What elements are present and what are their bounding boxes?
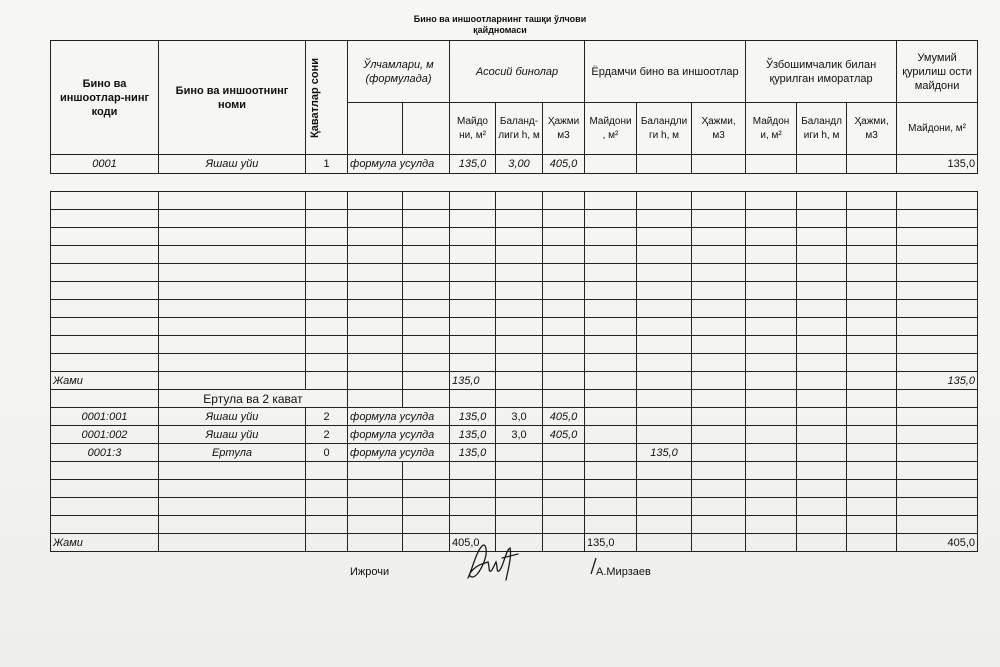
header-aux-area: Майдони , м²: [585, 103, 637, 155]
header-dims-a: [348, 103, 403, 155]
cell-name: Яшаш уйи: [159, 155, 306, 174]
cell-formula: формула усулда: [348, 408, 450, 426]
empty-row: [51, 462, 978, 480]
cell-main-height: 3,0: [496, 426, 543, 444]
table-row: [51, 426, 978, 444]
cell-total: 135,0: [897, 155, 978, 174]
header-floors: [306, 41, 348, 155]
cell-floors: 2: [306, 408, 348, 426]
header-code: Бино ва иншоотлар-нинг коди: [51, 41, 159, 155]
cell-main-volume: 405,0: [543, 426, 585, 444]
empty-row: [51, 480, 978, 498]
sum-label: Жами: [51, 372, 159, 390]
table-row: [51, 408, 978, 426]
table-row: [51, 155, 978, 174]
header-ill-volume: Ҳажми, м3: [847, 103, 897, 155]
sum-aux-area: 135,0: [585, 534, 637, 552]
header-floors-text: Қаватлар сони: [309, 57, 321, 138]
header-total: Умумий қурилиш ости майдони: [897, 41, 978, 103]
cell-name: Яшаш уйи: [159, 426, 306, 444]
cell-main-volume: 405,0: [543, 408, 585, 426]
header-ill-height: Баландл иги h, м: [797, 103, 847, 155]
cell-aux-area: [637, 408, 692, 426]
header-ill-area: Майдон и, м²: [746, 103, 797, 155]
empty-row: [51, 246, 978, 264]
cell-main-height: 3,00: [496, 155, 543, 174]
header-aux-height: Баландли ги h, м: [637, 103, 692, 155]
document-subtitle: қайдномаси: [473, 25, 527, 35]
cell-name: Яшаш уйи: [159, 408, 306, 426]
header-aux: Ёрдамчи бино ва иншоотлар: [585, 41, 746, 103]
empty-row: [51, 318, 978, 336]
empty-row: [51, 516, 978, 534]
sum-total: 135,0: [897, 372, 978, 390]
empty-row: [51, 498, 978, 516]
empty-row: [51, 228, 978, 246]
section-row: [51, 390, 978, 408]
measurement-table-body: [50, 191, 978, 552]
header-name: Бино ва иншоотнинг номи: [159, 41, 306, 155]
sum-label: Жами: [51, 534, 159, 552]
header-total-area: Майдони, м²: [897, 103, 978, 155]
cell-formula: формула усулда: [348, 155, 450, 174]
cell-name: Ертула: [159, 444, 306, 462]
cell-main-volume: 405,0: [543, 155, 585, 174]
cell-main-height: 3,0: [496, 408, 543, 426]
cell-main-area: 135,0: [450, 426, 496, 444]
empty-row: [51, 300, 978, 318]
cell-main-area: 135,0: [450, 155, 496, 174]
empty-row: [51, 264, 978, 282]
cell-formula: формула усулда: [348, 444, 450, 462]
cell-floors: 0: [306, 444, 348, 462]
cell-code: 0001: [51, 155, 159, 174]
cell-floors: 2: [306, 426, 348, 444]
header-main: Асосий бинолар: [450, 41, 585, 103]
sum-main-area: 135,0: [450, 372, 496, 390]
header-illegal: Ўзбошимчалик билан қурилган иморатлар: [746, 41, 897, 103]
cell-floors: 1: [306, 155, 348, 174]
empty-row: [51, 354, 978, 372]
header-main-volume: Ҳажми м3: [543, 103, 585, 155]
cell-formula: формула усулда: [348, 426, 450, 444]
measurement-table: [50, 40, 978, 174]
header-aux-volume: Ҳажми, м3: [692, 103, 746, 155]
empty-row: [51, 282, 978, 300]
sum-main-area: 405,0: [450, 534, 496, 552]
cell-code: 0001:3: [51, 444, 159, 462]
empty-row: [51, 210, 978, 228]
empty-row: [51, 192, 978, 210]
cell-main-area: 135,0: [450, 444, 496, 462]
table-row: [51, 444, 978, 462]
cell-code: 0001:001: [51, 408, 159, 426]
executor-name: А.Мирзаев: [596, 566, 651, 578]
document-title: Бино ва иншоотларнинг ташқи ўлчови: [413, 14, 587, 24]
signature-image: [458, 540, 528, 585]
cell-code: 0001:002: [51, 426, 159, 444]
cell-main-area: 135,0: [450, 408, 496, 426]
cell-aux-area: [637, 426, 692, 444]
header-dims: Ўлчамлари, м (формулада): [348, 41, 450, 103]
cell-main-height: [496, 444, 543, 462]
empty-row: [51, 336, 978, 354]
executor-label: Ижрочи: [350, 566, 390, 578]
header-main-area: Майдо ни, м²: [450, 103, 496, 155]
cell-main-volume: [543, 444, 585, 462]
header-dims-b: [403, 103, 450, 155]
cell-aux-area: 135,0: [637, 444, 692, 462]
sum-row: [51, 372, 978, 390]
sum-total: 405,0: [897, 534, 978, 552]
section-title: Ертула ва 2 кават: [159, 390, 348, 408]
header-main-height: Баланд-лиги h, м: [496, 103, 543, 155]
